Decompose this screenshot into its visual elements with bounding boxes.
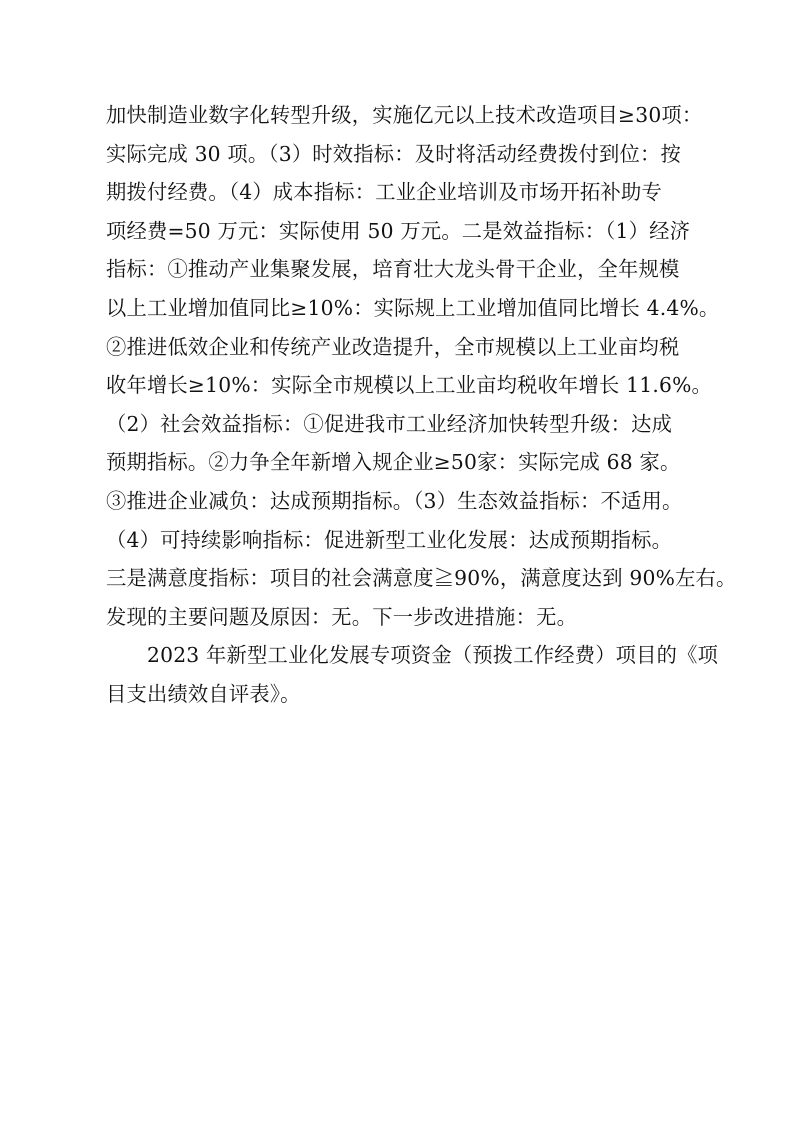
text-line: 指标：①推动产业集聚发展，培育壮大龙头骨干企业，全年规模 bbox=[106, 257, 680, 282]
text-line: 实际完成 30 项。（3）时效指标：及时将活动经费拨付到位：按 bbox=[106, 141, 681, 166]
body-text bbox=[106, 96, 737, 714]
text-line: 三是满意度指标：项目的社会满意度≧90%，满意度达到 90%左右。 bbox=[106, 566, 737, 591]
text-line: 项经费=50 万元：实际使用 50 万元。二是效益指标：（1）经济 bbox=[106, 218, 691, 243]
text-line: 加快制造业数字化转型升级，实施亿元以上技术改造项目≥30项： bbox=[106, 103, 703, 127]
text-line: 预期指标。②力争全年新增入规企业≥50家：实际完成 68 家。 bbox=[106, 450, 681, 475]
text-line: ③推进企业减负：达成预期指标。（3）生态效益指标：不适用。 bbox=[106, 488, 683, 513]
text-line: 收年增长≥10%：实际全市规模以上工业亩均税收年增长 11.6%。 bbox=[106, 373, 713, 398]
text-line: 以上工业增加值同比≥10%：实际规上工业增加值同比增长 4.4%。 bbox=[106, 295, 720, 320]
text-line: （2）社会效益指标：①促进我市工业经济加快转型升级：达成 bbox=[106, 411, 673, 436]
text-line: ②推进低效企业和传统产业改造提升，全市规模以上工业亩均税 bbox=[106, 334, 680, 359]
text-line: 目支出绩效自评表》。 bbox=[106, 681, 301, 706]
text-line: （4）可持续影响指标：促进新型工业化发展：达成预期指标。 bbox=[106, 527, 673, 552]
text-line: 期拨付经费。（4）成本指标：工业企业培训及市场开拓补助专 bbox=[106, 180, 662, 205]
paragraph-first-line: 2023 年新型工业化发展专项资金（预拨工作经费）项目的《项 bbox=[147, 643, 719, 668]
text-line: 发现的主要问题及原因：无。下一步改进措施：无。 bbox=[106, 604, 578, 629]
